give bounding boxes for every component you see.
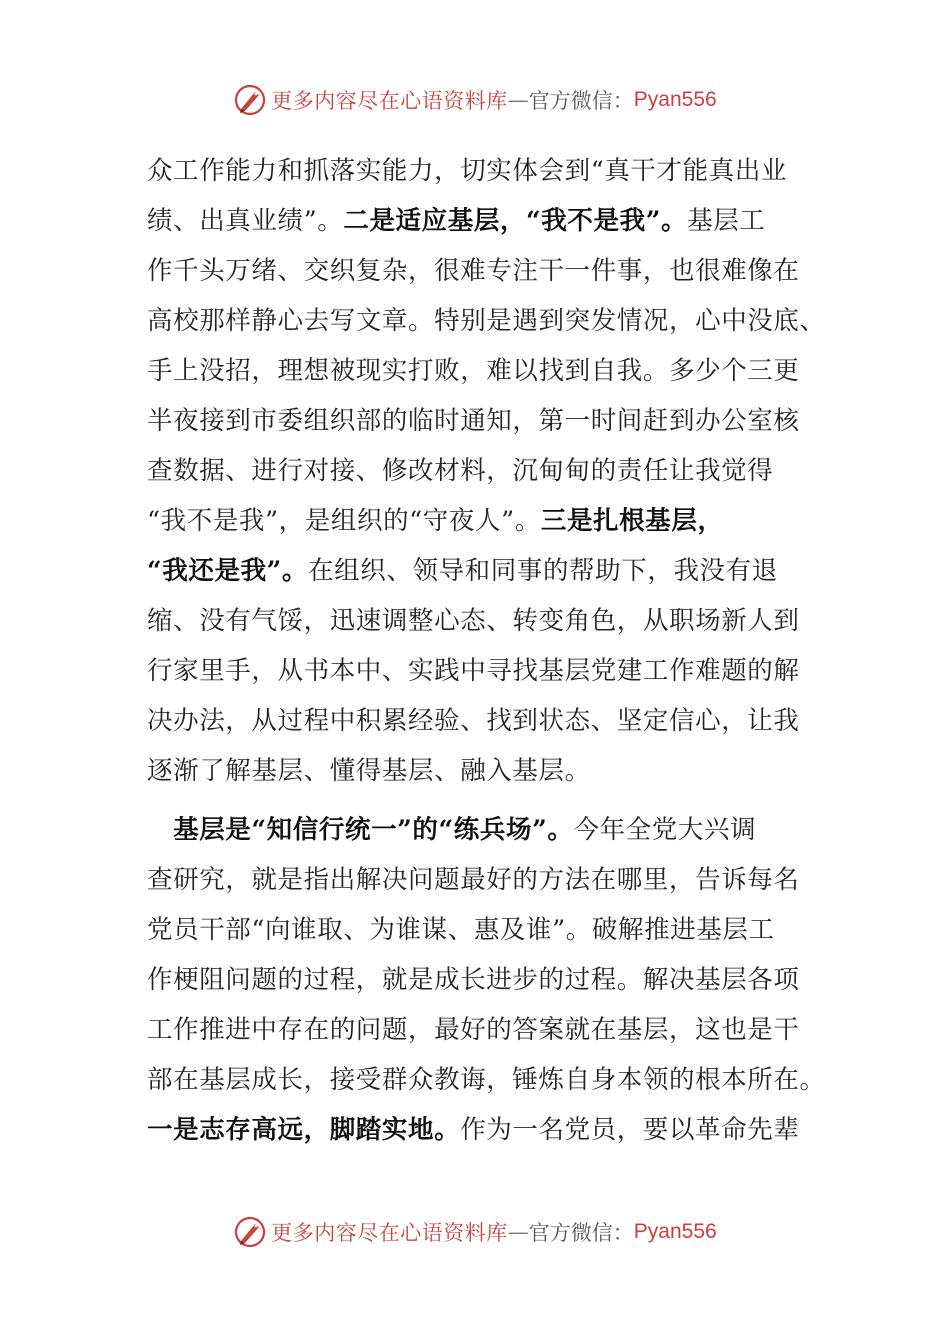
- text-run: 绩、出真业绩”。: [147, 206, 344, 236]
- text-line: [147, 696, 803, 746]
- text-line: [147, 905, 803, 955]
- text-run: 查数据、进行对接、修改材料，沉甸甸的责任让我觉得: [147, 456, 774, 486]
- text-line: [147, 496, 803, 546]
- text-line: [147, 1055, 826, 1105]
- text-line: [147, 246, 803, 296]
- text-run: “我不是我”，是组织的“守夜人”。: [147, 506, 541, 536]
- bold-text-run: 三是扎根基层，: [540, 506, 724, 536]
- text-line: [147, 146, 803, 196]
- text-line: [147, 546, 803, 596]
- banner-text: 更多内容尽在心语资料库: [271, 89, 508, 113]
- text-line: [147, 955, 803, 1005]
- text-run: 查研究，就是指出解决问题最好的方法在哪里，告诉每名: [147, 865, 800, 895]
- banner-separator: —: [507, 88, 529, 112]
- text-run: 作为一名党员，要以革命先辈: [460, 1115, 800, 1145]
- banner-wechat-label: 官方微信：: [528, 1221, 634, 1245]
- text-run: 今年全党大兴调: [573, 815, 757, 845]
- banner-text: 更多内容尽在心语资料库: [271, 1221, 508, 1245]
- text-run: 缩、没有气馁，迅速调整心态、转变角色，从职场新人到: [147, 606, 800, 636]
- banner-wechat-id: Pyan556: [633, 88, 717, 111]
- text-run: 逐渐了解基层、懂得基层、融入基层。: [147, 756, 591, 786]
- text-line: [147, 346, 803, 396]
- text-run: 部在基层成长，接受群众教诲，锤炼自身本领的根本所在。: [147, 1065, 826, 1095]
- text-line: [147, 1005, 803, 1055]
- header-banner: [0, 80, 950, 120]
- text-line: [147, 646, 803, 696]
- paragraph: [147, 805, 826, 1155]
- text-run: 高校那样静心去写文章。特别是遇到突发情况，心中没底、: [147, 306, 826, 336]
- bold-text-run: “我还是我”。: [147, 556, 309, 586]
- text-run: 党员干部“向谁取、为谁谋、惠及谁”。破解推进基层工: [147, 915, 775, 945]
- text-line: [147, 296, 826, 346]
- banner-separator: —: [507, 1220, 529, 1244]
- banner-wechat-id: Pyan556: [633, 1220, 717, 1243]
- text-run: 工作推进中存在的问题，最好的答案就在基层，这也是干: [147, 1015, 800, 1045]
- text-run: 基层工: [687, 206, 766, 236]
- text-line: [147, 855, 803, 905]
- pen-nib-logo-icon: [233, 83, 267, 117]
- text-run: 众工作能力和抓落实能力，切实体会到“真干才能真出业: [147, 156, 788, 186]
- text-line: [147, 746, 803, 796]
- text-run: 行家里手，从书本中、实践中寻找基层党建工作难题的解: [147, 656, 800, 686]
- text-line: [147, 396, 803, 446]
- paragraph: [147, 146, 826, 796]
- text-run: 决办法，从过程中积累经验、找到状态、坚定信心，让我: [147, 706, 800, 736]
- text-line: [147, 446, 803, 496]
- footer-banner: [0, 1212, 950, 1252]
- text-run: 半夜接到市委组织部的临时通知，第一时间赶到办公室核: [147, 406, 800, 436]
- text-run: 在组织、领导和同事的帮助下，我没有退: [308, 556, 778, 586]
- text-run: 作梗阻问题的过程，就是成长进步的过程。解决基层各项: [147, 965, 800, 995]
- bold-text-run: 二是适应基层，“我不是我”。: [343, 206, 688, 236]
- text-line: [147, 1105, 803, 1155]
- banner-wechat-label: 官方微信：: [528, 89, 634, 113]
- document-body: [147, 146, 826, 1155]
- bold-text-run: 一是志存高远，脚踏实地。: [147, 1115, 461, 1145]
- pen-nib-logo-icon: [233, 1215, 267, 1249]
- text-run: 手上没招，理想被现实打败，难以找到自我。多少个三更: [147, 356, 800, 386]
- text-line: [147, 805, 803, 855]
- text-line: [147, 596, 803, 646]
- bold-text-run: 基层是“知信行统一”的“练兵场”。: [147, 815, 574, 845]
- text-line: [147, 196, 803, 246]
- text-run: 作千头万绪、交织复杂，很难专注干一件事，也很难像在: [147, 256, 800, 286]
